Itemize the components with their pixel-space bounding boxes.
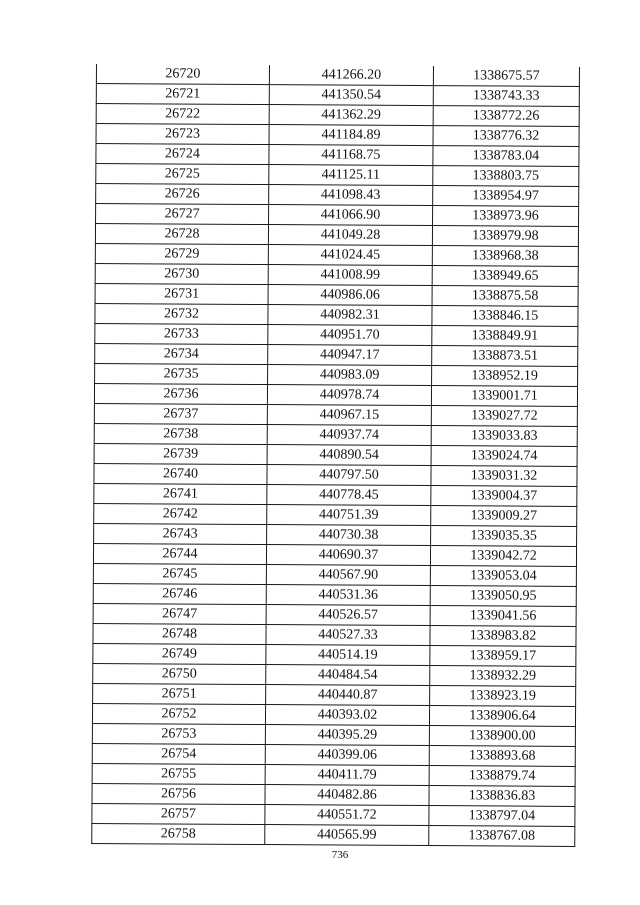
- x-coordinate-cell: 441125.11: [269, 165, 433, 186]
- table-row: [96, 104, 579, 127]
- table-row: [96, 64, 579, 86]
- x-coordinate-cell: 441066.90: [269, 205, 433, 226]
- x-coordinate-cell: 441008.99: [268, 265, 432, 286]
- y-coordinate-cell: 1339053.04: [430, 566, 576, 587]
- x-coordinate-cell: 440527.33: [266, 625, 430, 646]
- table-row: [94, 403, 577, 426]
- y-coordinate-cell: 1339001.71: [431, 386, 577, 407]
- x-coordinate-cell: 440982.31: [268, 305, 432, 326]
- y-coordinate-cell: 1338849.91: [432, 326, 578, 347]
- y-coordinate-cell: 1339031.32: [431, 466, 577, 487]
- point-id-cell: 26731: [95, 283, 268, 304]
- y-coordinate-cell: 1339035.35: [431, 526, 577, 547]
- y-coordinate-cell: 1338743.33: [433, 86, 579, 107]
- point-id-cell: 26735: [95, 363, 268, 384]
- y-coordinate-cell: 1339041.56: [430, 606, 576, 627]
- y-coordinate-cell: 1338836.83: [429, 786, 575, 807]
- table-row: [95, 303, 578, 326]
- x-coordinate-cell: 440967.15: [267, 405, 431, 426]
- point-id-cell: 26723: [96, 124, 269, 145]
- x-coordinate-cell: 441362.29: [269, 105, 433, 126]
- y-coordinate-cell: 1338900.00: [429, 726, 575, 747]
- point-id-cell: 26730: [95, 263, 268, 284]
- point-id-cell: 26727: [96, 204, 269, 225]
- y-coordinate-cell: 1339033.83: [431, 426, 577, 447]
- y-coordinate-cell: 1338675.57: [433, 66, 579, 86]
- y-coordinate-cell: 1339004.37: [431, 486, 577, 507]
- x-coordinate-cell: 441049.28: [268, 225, 432, 246]
- y-coordinate-cell: 1338776.32: [433, 126, 579, 147]
- y-coordinate-cell: 1338968.38: [432, 246, 578, 267]
- x-coordinate-cell: 440983.09: [268, 365, 432, 386]
- point-id-cell: 26742: [94, 503, 267, 524]
- point-id-cell: 26748: [93, 623, 266, 644]
- point-id-cell: 26737: [94, 403, 267, 424]
- table-row: [95, 323, 578, 346]
- y-coordinate-cell: 1338979.98: [432, 226, 578, 247]
- x-coordinate-cell: 440986.06: [268, 285, 432, 306]
- table-row: [94, 523, 577, 546]
- x-coordinate-cell: 440567.90: [266, 565, 430, 586]
- point-id-cell: 26733: [95, 323, 268, 344]
- y-coordinate-cell: 1338954.97: [433, 186, 579, 207]
- table-row: [92, 743, 575, 766]
- point-id-cell: 26755: [92, 763, 265, 784]
- y-coordinate-cell: 1339027.72: [431, 406, 577, 427]
- point-id-cell: 26729: [95, 243, 268, 264]
- point-id-cell: 26722: [96, 104, 269, 125]
- point-id-cell: 26740: [94, 463, 267, 484]
- y-coordinate-cell: 1338959.17: [430, 646, 576, 667]
- point-id-cell: 26756: [92, 783, 265, 804]
- point-id-cell: 26744: [93, 543, 266, 564]
- table-row: [96, 204, 579, 227]
- y-coordinate-cell: 1338875.58: [432, 286, 578, 307]
- x-coordinate-cell: 440484.54: [266, 665, 430, 686]
- point-id-cell: 26739: [94, 443, 267, 464]
- y-coordinate-cell: 1338893.68: [429, 746, 575, 767]
- point-id-cell: 26724: [96, 144, 269, 165]
- page-number: 736: [331, 849, 349, 861]
- table-row: [92, 723, 575, 746]
- x-coordinate-cell: 441098.43: [269, 185, 433, 206]
- point-id-cell: 26743: [94, 523, 267, 544]
- y-coordinate-cell: 1339024.74: [431, 446, 577, 467]
- point-id-cell: 26750: [93, 663, 266, 684]
- x-coordinate-cell: 440393.02: [265, 705, 429, 726]
- table-row: [94, 463, 577, 486]
- x-coordinate-cell: 440751.39: [267, 505, 431, 526]
- x-coordinate-cell: 440951.70: [268, 325, 432, 346]
- y-coordinate-cell: 1339042.72: [430, 546, 576, 567]
- y-coordinate-cell: 1338949.65: [432, 266, 578, 287]
- table-row: [96, 184, 579, 207]
- table-row: [95, 283, 578, 306]
- x-coordinate-cell: 440947.17: [268, 345, 432, 366]
- y-coordinate-cell: 1338797.04: [429, 806, 575, 827]
- x-coordinate-cell: 441168.75: [269, 145, 433, 166]
- point-id-cell: 26757: [92, 803, 265, 824]
- y-coordinate-cell: 1338772.26: [433, 106, 579, 127]
- table-row: [95, 224, 578, 247]
- x-coordinate-cell: 440526.57: [266, 605, 430, 626]
- y-coordinate-cell: 1339009.27: [431, 506, 577, 527]
- table-row: [94, 383, 577, 406]
- table-row: [95, 243, 578, 266]
- x-coordinate-cell: 440978.74: [267, 385, 431, 406]
- table-row: [92, 823, 575, 846]
- x-coordinate-cell: 440482.86: [265, 785, 429, 806]
- table-row: [93, 543, 576, 566]
- point-id-cell: 26754: [92, 743, 265, 764]
- x-coordinate-cell: 440531.36: [266, 585, 430, 606]
- point-id-cell: 26752: [92, 703, 265, 724]
- y-coordinate-cell: 1338846.15: [432, 306, 578, 327]
- table-row: [95, 363, 578, 386]
- point-id-cell: 26749: [93, 643, 266, 664]
- x-coordinate-cell: 440411.79: [265, 765, 429, 786]
- x-coordinate-cell: 440551.72: [265, 805, 429, 826]
- y-coordinate-cell: 1338906.64: [429, 706, 575, 727]
- x-coordinate-cell: 440690.37: [266, 545, 430, 566]
- point-id-cell: 26747: [93, 603, 266, 624]
- x-coordinate-cell: 440890.54: [267, 445, 431, 466]
- x-coordinate-cell: 440565.99: [265, 825, 429, 846]
- point-id-cell: 26745: [93, 563, 266, 584]
- x-coordinate-cell: 440778.45: [267, 485, 431, 506]
- point-id-cell: 26751: [93, 683, 266, 704]
- x-coordinate-cell: 441266.20: [269, 65, 433, 86]
- y-coordinate-cell: 1338923.19: [430, 686, 576, 707]
- y-coordinate-cell: 1338952.19: [432, 366, 578, 387]
- point-id-cell: 26728: [95, 224, 268, 245]
- point-id-cell: 26741: [94, 483, 267, 504]
- y-coordinate-cell: 1338767.08: [429, 826, 575, 847]
- point-id-cell: 26732: [95, 303, 268, 324]
- point-id-cell: 26758: [92, 823, 265, 844]
- x-coordinate-cell: 441184.89: [269, 125, 433, 146]
- table-row: [94, 423, 577, 446]
- point-id-cell: 26753: [92, 723, 265, 744]
- x-coordinate-cell: 440937.74: [267, 425, 431, 446]
- point-id-cell: 26736: [94, 383, 267, 404]
- y-coordinate-cell: 1338932.29: [430, 666, 576, 687]
- point-id-cell: 26734: [95, 343, 268, 364]
- table-row: [94, 443, 577, 466]
- x-coordinate-cell: 441024.45: [268, 245, 432, 266]
- x-coordinate-cell: 440440.87: [266, 685, 430, 706]
- point-id-cell: 26738: [94, 423, 267, 444]
- x-coordinate-cell: 440395.29: [265, 725, 429, 746]
- table-row: [93, 643, 576, 666]
- y-coordinate-cell: 1338973.96: [433, 206, 579, 227]
- table-row: [93, 663, 576, 686]
- x-coordinate-cell: 440797.50: [267, 465, 431, 486]
- x-coordinate-cell: 441350.54: [269, 85, 433, 106]
- table-row: [92, 803, 575, 826]
- y-coordinate-cell: 1339050.95: [430, 586, 576, 607]
- x-coordinate-cell: 440730.38: [267, 525, 431, 546]
- table-row: [94, 503, 577, 526]
- table-row: [93, 623, 576, 646]
- coordinate-table-body: [92, 64, 580, 846]
- coordinate-table: [91, 64, 580, 847]
- table-row: [93, 563, 576, 586]
- table-row: [93, 583, 576, 606]
- table-row: [96, 124, 579, 147]
- point-id-cell: 26725: [96, 164, 269, 185]
- y-coordinate-cell: 1338783.04: [433, 146, 579, 167]
- x-coordinate-cell: 440514.19: [266, 645, 430, 666]
- table-row: [95, 343, 578, 366]
- table-row: [95, 263, 578, 286]
- table-row: [92, 703, 575, 726]
- table-row: [96, 164, 579, 187]
- point-id-cell: 26746: [93, 583, 266, 604]
- table-row: [93, 603, 576, 626]
- point-id-cell: 26721: [96, 84, 269, 105]
- y-coordinate-cell: 1338803.75: [433, 166, 579, 187]
- table-row: [94, 483, 577, 506]
- y-coordinate-cell: 1338879.74: [429, 766, 575, 787]
- table-row: [96, 144, 579, 167]
- point-id-cell: 26726: [96, 184, 269, 205]
- x-coordinate-cell: 440399.06: [265, 745, 429, 766]
- y-coordinate-cell: 1338983.82: [430, 626, 576, 647]
- table-row: [93, 683, 576, 706]
- point-id-cell: 26720: [96, 64, 269, 85]
- table-row: [96, 84, 579, 107]
- table-row: [92, 763, 575, 786]
- y-coordinate-cell: 1338873.51: [432, 346, 578, 367]
- table-row: [92, 783, 575, 806]
